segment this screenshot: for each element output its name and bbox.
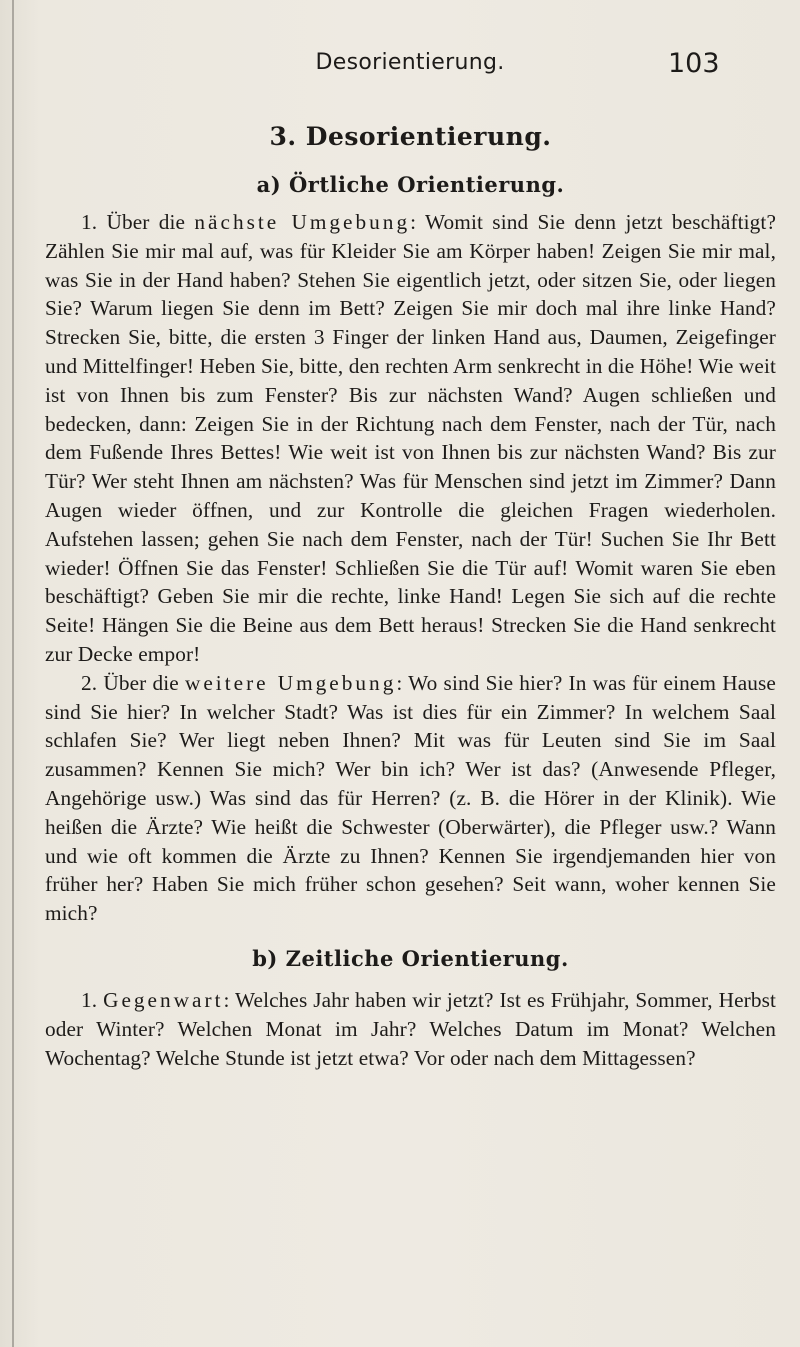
subsection-heading-b: b) Zeitliche Orientierung. — [252, 945, 569, 971]
running-title: Desorientierung. — [315, 50, 505, 75]
paragraph-b1-text: : Welches Jahr haben wir jetzt? Ist es Frühjahr, Sommer, Herbst oder Winter? Welchen Monat im Jahr? Welches Datum im Monat? Welchen Wochentag? Welche Stunde ist jetzt etwa? Vor oder nach dem Mittagessen? — [45, 987, 776, 1070]
paragraph-a1-term: nächste Umgebung — [194, 210, 411, 234]
paragraph-b1-term: Gegenwart — [103, 987, 224, 1012]
paragraph-b1 — [45, 986, 776, 1072]
paragraph-a2-text: : Wo sind Sie hier? In was für einem Hause sind Sie hier? In welcher Stadt? Was ist dies für ein Zimmer? In welchem Saal schlafen Sie? Wer liegt neben Ihnen? Mit was für Leuten sind Sie im Saal zusammen? Kennen Sie mich? Wer bin ich? Wer ist das? (Anwesende Pfleger, Angehörige usw.) Was sind das für Herren? (z. B. die Hörer in der Klinik). Wie heißen die Ärzte? Wie heißt die Schwester (Oberwärter), die Pfleger usw.? Wann und wie oft kommen die Ärzte zu Ihnen? Kennen Sie irgendjemanden hier von früher her? Haben Sie mich früher schon gesehen? Seit wann, woher kennen Sie mich? — [45, 670, 776, 926]
page-number: 103 — [668, 48, 720, 79]
paragraph-a2 — [45, 669, 776, 928]
page-edge-line — [12, 0, 14, 1347]
paragraph-a1-text: : Womit sind Sie denn jetzt beschäftigt? Zählen Sie mir mal auf, was für Kleider Sie am Körper haben! Zeigen Sie mir mal, was Sie in der Hand haben? Stehen Sie eigentlich jetzt, oder sitzen Sie, oder liegen Sie? Warum liegen Sie denn im Bett? Zeigen Sie mir doch mal ihre linke Hand? Strecken Sie, bitte, die ersten 3 Finger der linken Hand aus, Daumen, Zeigefinger und Mittelfinger! Heben Sie, bitte, den rechten Arm senkrecht in die Höhe! Wie weit ist von Ihnen bis zum Fenster? Bis zur nächsten Wand? Augen schließen und bedecken, dann: Zeigen Sie in der Richtung nach dem Fenster, nach der Tür, nach dem Fußende Ihres Bettes! Wie weit ist von Ihnen bis zur nächsten Wand? Bis zur Tür? Wer steht Ihnen am nächsten? Was für Menschen sind jetzt im Zimmer? Dann Augen wieder öffnen, und zur Kontrolle die gleichen Fragen wiederholen. Aufstehen lassen; gehen Sie nach dem Fenster, nach der Tür! Suchen Sie Ihr Bett wieder! Öffnen Sie das Fenster! Schließen Sie die Tür auf! Womit waren Sie eben beschäftigt? Geben Sie mir die rechte, linke Hand! Legen Sie sich auf die rechte Seite! Hängen Sie die Beine aus dem Bett heraus! Strecken Sie die Hand senkrecht zur Decke empor! — [45, 210, 776, 666]
paragraph-a1 — [45, 208, 776, 669]
paragraph-a2-term: weitere Umgebung — [184, 670, 397, 695]
paragraph-b1-number: 1. — [81, 987, 104, 1012]
paragraph-a1-number: 1. Über die — [81, 210, 195, 234]
subsection-heading-a: a) Örtliche Orientierung. — [256, 172, 565, 197]
text-block — [45, 120, 776, 1072]
running-head — [0, 50, 800, 90]
section-heading: 3. Desorientierung. — [269, 122, 552, 151]
paragraph-a2-number: 2. Über die — [81, 670, 185, 695]
